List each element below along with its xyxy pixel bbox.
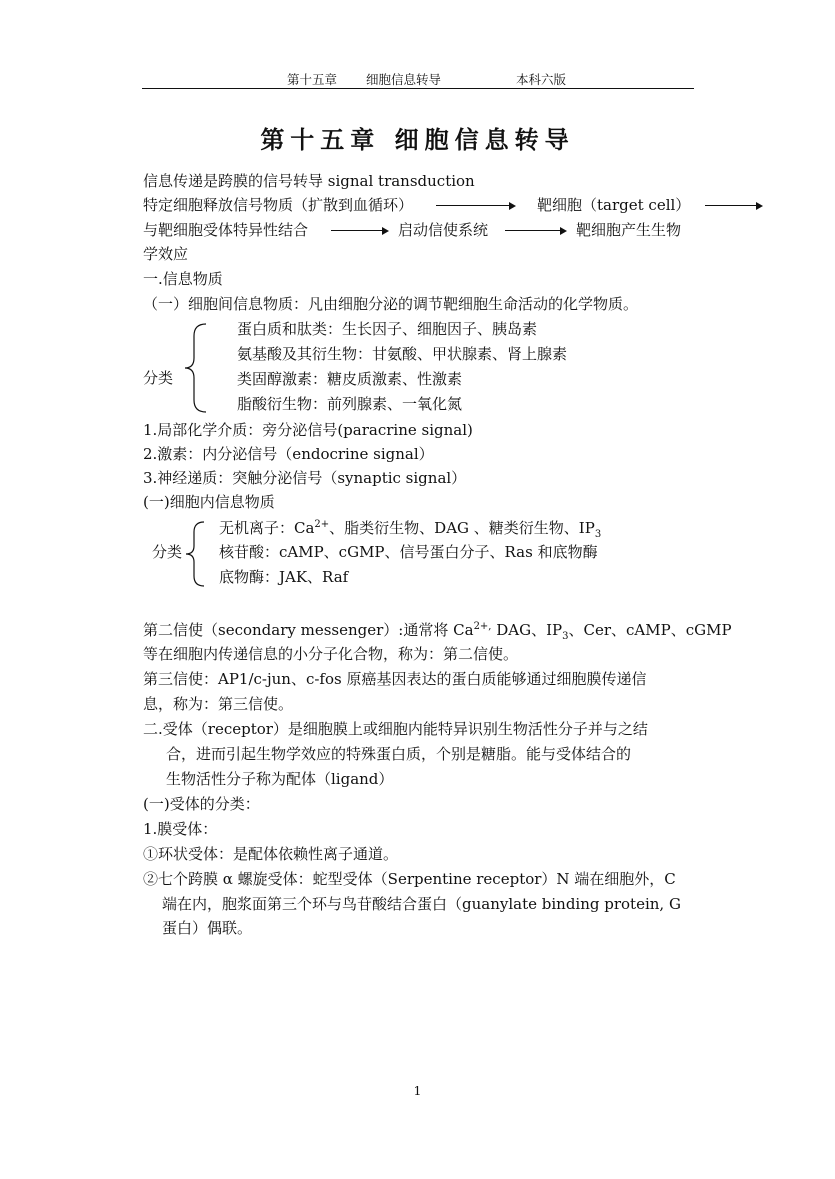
third-messenger-line1: 第三信使：AP1/c-jun、c-fos 原癌基因表达的蛋白质能够通过细胞膜传递信	[143, 670, 647, 688]
section2-line1: 二.受体（receptor）是细胞膜上或细胞内能特异识别生物活性分子并与之结	[143, 720, 648, 738]
section2-item1: 1.膜受体：	[143, 820, 218, 838]
class-item: 类固醇激素：糖皮质激素、性激素	[237, 370, 463, 388]
second-messenger-line1: 第二信使（secondary messenger）:通常将 $Ca^{2+,}$ DAG、$IP_3$、Cer、cAMP、cGMP	[143, 621, 732, 642]
intro-line2-a: 特定细胞释放信号物质（扩散到血循环）	[143, 196, 414, 214]
arrow-icon	[331, 230, 387, 231]
header-edition: 本科六版	[516, 72, 567, 87]
section2-line2: 合，进而引起生物学效应的特殊蛋白质，个别是糖脂。能与受体结合的	[166, 745, 632, 763]
header-rule	[142, 88, 694, 89]
header-topic: 细胞信息转导	[366, 72, 442, 87]
class-item: 蛋白质和肽类：生长因子、细胞因子、胰岛素	[237, 320, 538, 338]
second-messenger-line2: 等在细胞内传递信息的小分子化合物，称为：第二信使。	[143, 645, 519, 663]
intro-line3-c: 靶细胞产生生物	[576, 221, 682, 239]
section1-sub2: (一)细胞内信息物质	[143, 493, 275, 511]
intro-line3-a: 与靶细胞受体特异性结合	[143, 221, 309, 239]
third-messenger-line2: 息，称为：第三信使。	[143, 695, 294, 713]
section2-line3: 生物活性分子称为配体（ligand）	[166, 770, 394, 788]
arrow-icon	[505, 230, 565, 231]
section2-sub1: (一)受体的分类：	[143, 795, 260, 813]
section2-circle2-l3: 蛋白）偶联。	[162, 919, 253, 937]
class2-row2: 核苷酸：cAMP、cGMP、信号蛋白分子、Ras 和底物酶	[219, 543, 598, 561]
class-label: 分类	[143, 369, 174, 387]
class-item: 氨基酸及其衍生物：甘氨酸、甲状腺素、肾上腺素	[237, 345, 568, 363]
brace-icon	[182, 322, 212, 414]
list-item: 1.局部化学介质：旁分泌信号(paracrine signal)	[143, 421, 473, 439]
list-item: 2.激素：内分泌信号（endocrine signal）	[143, 445, 434, 463]
intro-line3-b: 启动信使系统	[398, 221, 489, 239]
list-item: 3.神经递质：突触分泌信号（synaptic signal）	[143, 469, 467, 487]
class2-row1: 无机离子：$Ca^{2+}$、脂类衍生物、DAG 、糖类衍生物、$IP_3$	[219, 519, 602, 540]
intro-line1: 信息传递是跨膜的信号转导 signal transduction	[143, 172, 475, 190]
section2-circle1: ①环状受体：是配体依赖性离子通道。	[143, 845, 399, 863]
class2-row3: 底物酶：JAK、Raf	[219, 568, 349, 586]
section1-sub1: （一）细胞间信息物质：凡由细胞分泌的调节靶细胞生命活动的化学物质。	[143, 295, 639, 313]
header-chapter: 第十五章	[287, 72, 338, 87]
class2-label: 分类	[152, 543, 183, 561]
intro-line4: 学效应	[143, 245, 189, 263]
section2-circle2-l1: ②七个跨膜 α 螺旋受体：蛇型受体（Serpentine receptor）N 端在细胞外，C	[143, 870, 676, 888]
arrow-icon	[436, 205, 514, 206]
section1-heading: 一.信息物质	[143, 270, 223, 288]
page-number: 1	[413, 1083, 422, 1098]
page-title: 第十五章 细胞信息转导	[260, 125, 575, 154]
section2-circle2-l2: 端在内，胞浆面第三个环与鸟苷酸结合蛋白（guanylate binding protein, G	[162, 895, 681, 913]
arrow-icon	[705, 205, 761, 206]
class-item: 脂酸衍生物：前列腺素、一氧化氮	[237, 395, 463, 413]
brace-icon	[184, 520, 208, 588]
intro-line2-b: 靶细胞（target cell）	[537, 196, 691, 214]
